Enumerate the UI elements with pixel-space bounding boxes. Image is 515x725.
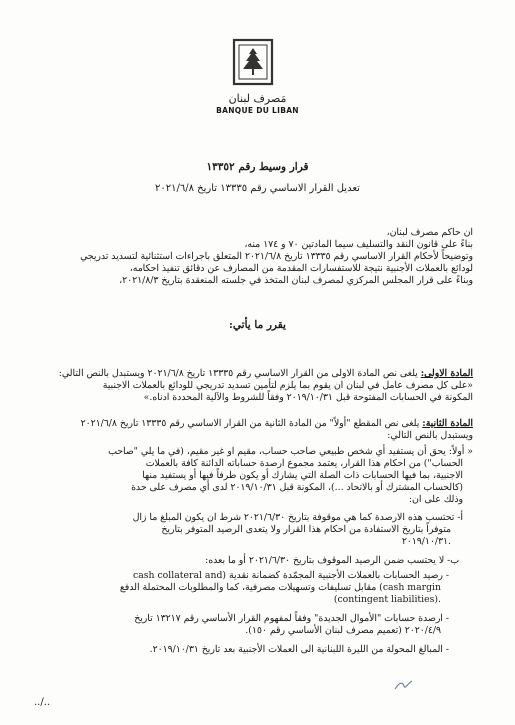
preamble-line-5: وبناءً على قرار المجلس المركزي لمصرف لبنان المتخذ في جلسته المنعقدة بتاريخ ٢٠٢١/٨/٣،: [119, 275, 473, 286]
item-b-line: ب- لا يحتسب ضمن الرصيد الموقوف بتاريخ ٢٠٢١/٦/٣٠ أو ما بعده:: [205, 555, 459, 566]
item-a-line-3: ٢٠١٩/١٠/٣١.: [401, 536, 451, 547]
bullet-3-text: المبالغ المحولة من الليرة اللبنانية الى العملات الأجنبية بعد تاريخ ٢٠١٩/١٠/٣١.: [149, 644, 443, 655]
section-first-line-4: (كالحساب المشترك أو بالاتحاد ...)، المكونة قبل ٢٠١٩/١٠/٣١ لدى أي مصرف على حدة: [131, 482, 463, 493]
bullet-1-ar-1: رصيد الحسابات بالعملات الأجنبية المجمّدة كضمانة نقدية (: [222, 570, 443, 581]
section-first-line-2: الحساب") من احكام هذا القرار، يعتمد مجموع ارصدة حساباته الدائنة كافة بالعملات: [145, 458, 463, 469]
bullet-1-line-3: [334, 594, 441, 605]
bullet-1-ar-2: ) مقابل تسليفات وتسهيلات مصرفية، كما والمطلوبات المحتملة الدفع: [119, 582, 383, 593]
article-1-text-1: يلغى نص المادة الاولى من القرار الاساسي رقم ١٣٣٣٥ تاريخ ٢٠٢١/٦/٨ ويستبدل بالنص التالي:: [58, 368, 418, 379]
bullet-1-line-2: [120, 582, 441, 593]
bullet-2-line-2: ٢٠٢٠/٤/٩ (تعميم مصرف لبنان الأساسي رقم ١٥٠).: [245, 625, 441, 636]
decides-heading: يقرر ما يأتي:: [229, 319, 286, 331]
item-a-line-1: أ- تحتسب هذه الارصدة كما هي موقوفة بتاريخ ٢٠٢١/٦/٣٠ شرط ان يكون المبلغ ما زال: [132, 512, 463, 523]
preamble-line-2: بناءً على قانون النقد والتسليف سيما المادتين ٧٠ و ١٧٤ منه،: [244, 239, 473, 250]
decision-title: قرار وسيط رقم ١٣٣٥٢: [206, 161, 309, 173]
article-1-line-2: «على كل مصرف عامل في لبنان ان يقوم بما يلزم لتأمين تسديد تدريجي للودائع بالعملات الاجنبية: [102, 380, 473, 391]
bullet-2-line-1: - ارصدة حسابات "الأموال الجديدة" وفقاً لمفهوم القرار الأساسي رقم ١٣٢١٧ تاريخ: [134, 613, 449, 624]
bullet-2-text-1: ارصدة حسابات "الأموال الجديدة" وفقاً لمفهوم القرار الأساسي رقم ١٣٢١٧ تاريخ: [134, 613, 443, 624]
bullet-1-line-1: - رصيد الحسابات بالعملات الأجنبية المجمّدة كضمانة نقدية (cash collateral and: [133, 570, 449, 581]
article-2-line-2: ويستبدل بالنص التالي:: [387, 430, 473, 441]
bullet-1-en-2: cash margin: [382, 582, 441, 593]
item-a-line-2: متوفراً بتاريخ الاستفادة من احكام هذا القرار ولا يتعدى الرصيد المتوفر بتاريخ: [161, 524, 451, 535]
article-1-heading: المادة الاولى:: [420, 368, 473, 379]
bullet-1-en-3: (contingent liabilities).: [333, 594, 441, 605]
article-2-text-1: يلغى نص المقطع "أولاً" من المادة الثانية من القرار الاساسي رقم ١٣٣٣٥ تاريخ ٢٠٢١/٦/٨: [80, 418, 420, 429]
decision-subject: تعديل القرار الاساسي رقم ١٣٣٣٥ تاريخ ٢٠٢١/٦/٨: [155, 183, 360, 194]
article-1-line-1: [59, 368, 473, 379]
section-first-line-1: « أولاً: يحق أن يستفيد أي شخص طبيعي صاحب حساب، مقيم او غير مقيم، (في ما يلي "صاحب: [108, 446, 473, 457]
article-2-heading: المادة الثانية:: [422, 418, 473, 429]
section-first-line-3: الاجنبية، بما فيها الحسابات ذات الصلة التي يشارك أو يكون طرفاً فيها أو يستفيد منها: [142, 470, 463, 481]
bank-name-english: BANQUE DU LIBAN: [216, 106, 299, 115]
article-2-line-1: [81, 418, 473, 429]
article-1-line-3: المكونة في الحسابات المفتوحة قبل ٢٠١٩/١٠/٣١ وفقاً للشروط والآلية المحددة ادناه.»: [143, 392, 473, 403]
continued-marker: ../..: [34, 697, 51, 708]
signature-mark-icon: [392, 677, 416, 695]
preamble-line-4: لودائع بالعملات الأجنبية نتيجة للاستفسارات المقدمة من المصارف عن دقائق تنفيذ احكامه،: [129, 263, 473, 274]
bank-name-arabic: مَصرف لبنان: [228, 92, 287, 105]
bullet-1-en-1: cash collateral and: [133, 570, 223, 581]
bullet-3-line: - المبالغ المحولة من الليرة اللبنانية الى العملات الأجنبية بعد تاريخ ٢٠١٩/١٠/٣١.: [149, 644, 449, 655]
preamble-line-1: ان حاكم مصرف لبنان،: [386, 227, 473, 238]
preamble-line-3: وتوضيحاً لأحكام القرار الاساسي رقم ١٣٣٣٥ تاريخ ٢٠٢١/٦/٨ المتعلق باجراءات استثنائية لتسديد تدريجي: [80, 251, 473, 262]
cedar-tree-logo-icon: [232, 38, 274, 90]
section-first-line-5: وذلك على ان:: [408, 494, 463, 505]
